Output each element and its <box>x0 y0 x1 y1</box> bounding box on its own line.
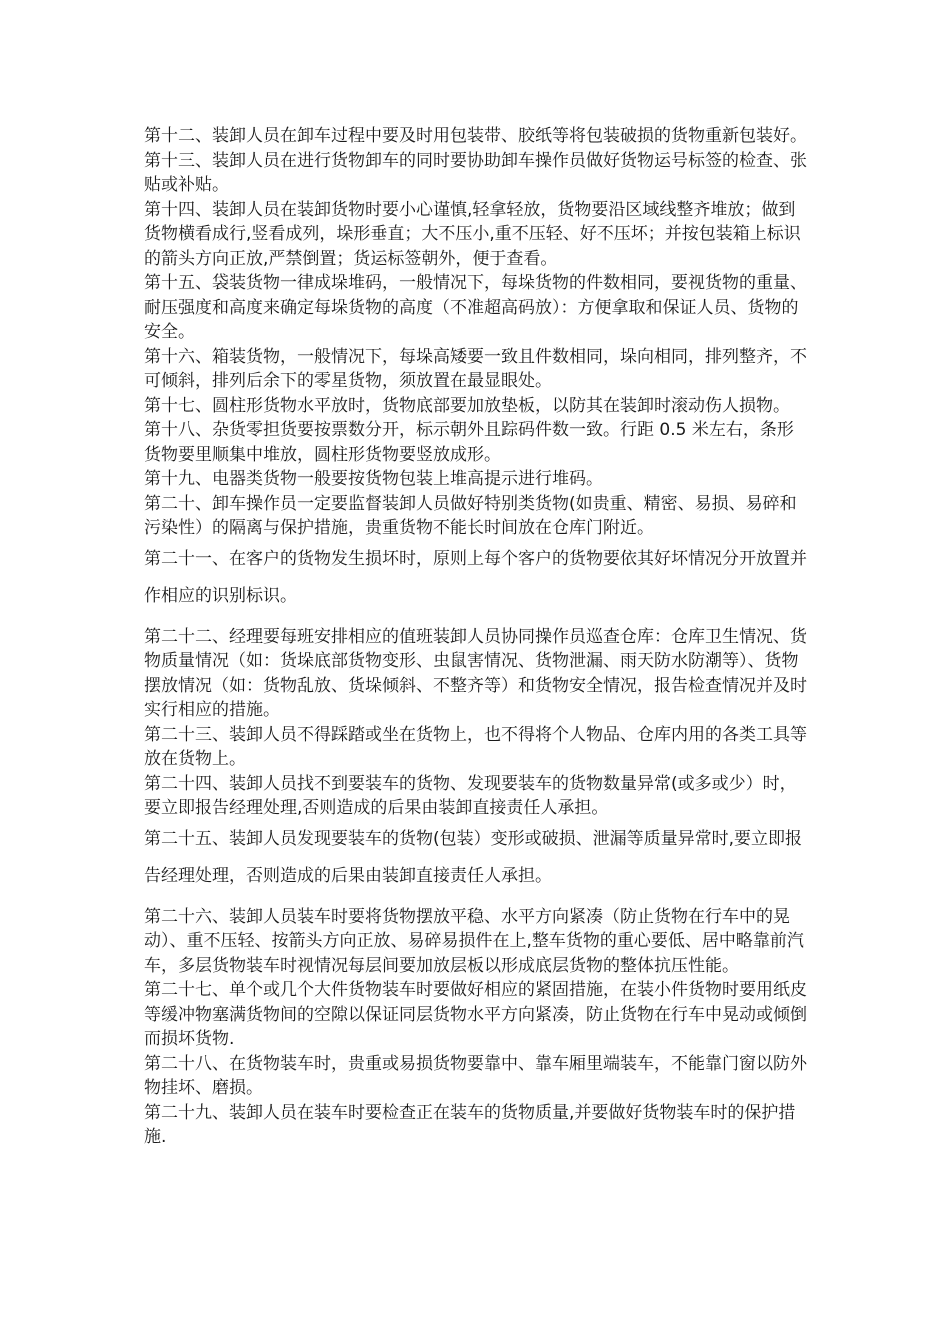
paragraph-26: 第二十六、装卸人员装车时要将货物摆放平稳、水平方向紧凑（防止货物在行车中的晃动）、重不压轻、按箭头方向正放、易碎易损件在上,整车货物的重心要低、居中略靠前汽车，多层货物装车时视情况每层间要加放层板以形成底层货物的整体抗压性能。 <box>144 906 804 976</box>
paragraph-21: 第二十一、在客户的货物发生损坏时，原则上每个客户的货物要依其好坏情况分开放置并作相应的识别标识。 <box>144 548 807 606</box>
paragraph-24: 第二十四、装卸人员找不到要装车的货物、发现要装车的货物数量异常(或多或少）时，要立即报告经理处理,否则造成的后果由装卸直接责任人承担。 <box>144 773 797 818</box>
paragraph-27: 第二十七、单个或几个大件货物装车时要做好相应的紧固措施，在装小件货物时要用纸皮等缓冲物塞满货物间的空隙以保证同层货物水平方向紧凑，防止货物在行车中晃动或倾倒而损坏货物. <box>144 980 807 1049</box>
paragraph-19: 第十九、电器类货物一般要按货物包装上堆高提示进行堆码。 <box>144 469 603 489</box>
paragraph-28: 第二十八、在货物装车时，贵重或易损货物要靠中、靠车厢里端装车，不能靠门窗以防外物挂坏、磨损。 <box>144 1053 807 1098</box>
document-body <box>144 124 808 1150</box>
paragraph-15: 第十五、袋装货物一律成垛堆码，一般情况下，每垛货物的件数相同，要视货物的重量、耐压强度和高度来确定每垛货物的高度（不准超高码放）：方便拿取和保证人员、货物的安全。 <box>144 273 807 342</box>
paragraph-18: 第十八、杂货零担货要按票数分开，标示朝外且踪码件数一致。行距 0.5 米左右，条形货物要里顺集中堆放，圆柱形货物要竖放成形。 <box>144 420 794 465</box>
paragraph-16: 第十六、箱装货物，一般情况下，每垛高矮要一致且件数相同，垛向相同，排列整齐，不可倾斜，排列后余下的零星货物，须放置在最显眼处。 <box>144 346 807 391</box>
paragraph-12: 第十二、装卸人员在卸车过程中要及时用包装带、胶纸等将包装破损的货物重新包装好。 <box>144 126 807 146</box>
paragraph-20: 第二十、卸车操作员一定要监督装卸人员做好特别类货物(如贵重、精密、易损、易碎和污染性）的隔离与保护措施，贵重货物不能长时间放在仓库门附近。 <box>144 493 797 538</box>
paragraph-13: 第十三、装卸人员在进行货物卸车的同时要协助卸车操作员做好货物运号标签的检查、张贴或补贴。 <box>144 150 807 195</box>
paragraph-25: 第二十五、装卸人员发现要装车的货物(包装）变形或破损、泄漏等质量异常时,要立即报告经理处理，否则造成的后果由装卸直接责任人承担。 <box>144 828 803 886</box>
paragraph-29: 第二十九、装卸人员在装车时要检查正在装车的货物质量,并要做好货物装车时的保护措施. <box>144 1102 796 1147</box>
paragraph-14: 第十四、装卸人员在装卸货物时要小心谨慎,轻拿轻放，货物要沿区域线整齐堆放；做到货物横看成行,竖看成列，垛形垂直；大不压小,重不压轻、好不压坏；并按包装箱上标识的箭头方向正放,严禁倒置；货运标签朝外，便于查看。 <box>144 199 801 269</box>
paragraph-22: 第二十二、经理要每班安排相应的值班装卸人员协同操作员巡查仓库：仓库卫生情况、货物质量情况（如：货垛底部货物变形、虫鼠害情况、货物泄漏、雨天防水防潮等）、货物摆放情况（如：货物乱放、货垛倾斜、不整齐等）和货物安全情况，报告检查情况并及时实行相应的措施。 <box>144 626 807 720</box>
paragraph-23: 第二十三、装卸人员不得踩踏或坐在货物上，也不得将个人物品、仓库内用的各类工具等放在货物上。 <box>144 724 807 769</box>
paragraph-17: 第十七、圆柱形货物水平放时，货物底部要加放垫板，以防其在装卸时滚动伤人损物。 <box>144 395 790 416</box>
